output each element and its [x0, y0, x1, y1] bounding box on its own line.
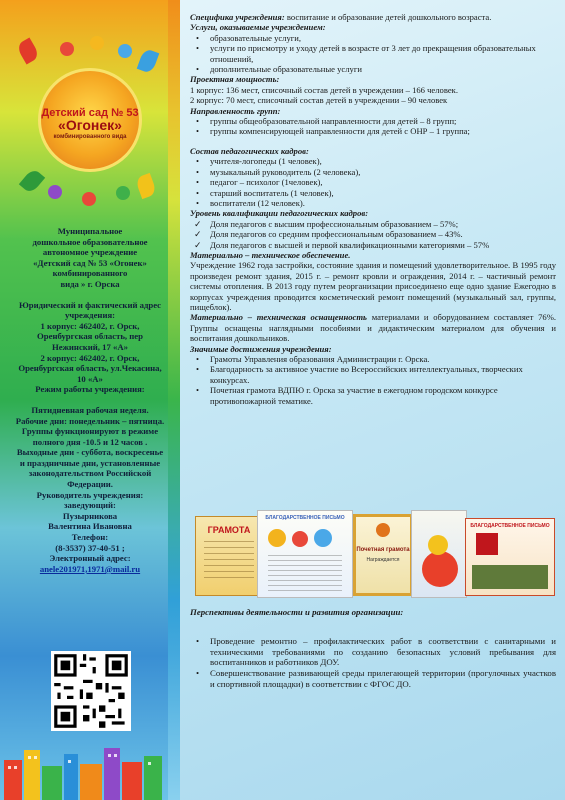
qr-code[interactable] — [51, 651, 131, 731]
email-title: Электронный адрес: — [49, 553, 131, 564]
services-list — [190, 33, 556, 75]
list-item: ✓ Доля педагогов с высшей и первой квалификационными категориями – 57% — [190, 240, 556, 250]
child-figure-icon — [116, 186, 130, 200]
list-item: • образовательные услуги, — [190, 33, 556, 43]
head-line: заведующий: — [64, 500, 116, 511]
groups-list — [190, 116, 556, 137]
list-item: • старший воспитатель (1 человек), — [190, 188, 556, 198]
list-item: ✓ Доля педагогов со средним профессиональным образованием – 43%. — [190, 229, 556, 239]
list-item: • группы общеобразовательной направленности для детей – 8 групп; — [190, 116, 556, 126]
org-line: вида » г. Орска — [60, 278, 120, 289]
org-line: автономное учреждение — [42, 247, 138, 258]
certificate-title: БЛАГОДАРСТВЕННОЕ ПИСЬМО — [470, 523, 550, 529]
head-line: Пузырникова — [62, 510, 118, 521]
contact-info — [14, 226, 166, 574]
child-figure-icon — [48, 185, 62, 199]
achievements-heading: Значимые достижения учреждения: — [190, 343, 332, 354]
certificate-image — [465, 518, 555, 596]
list-item: • дополнительные образовательные услуги — [190, 64, 556, 74]
capacity-heading: Проектная мощность: — [190, 74, 280, 85]
head-line: Валентина Ивановна — [48, 521, 132, 532]
specifics — [190, 12, 556, 22]
city-skyline-illustration — [0, 740, 180, 800]
specifics-text: воспитание и образование детей дошкольного возраста. — [284, 12, 492, 22]
certificate-title: БЛАГОДАРСТВЕННОЕ ПИСЬМО — [265, 515, 345, 521]
staff-list — [190, 156, 556, 208]
perspectives-list — [190, 636, 556, 690]
qualification-heading: Уровень квалификации педагогических кадров: — [190, 208, 369, 219]
list-item: • музыкальный руководитель (2 человека), — [190, 167, 556, 177]
list-item: • услуги по присмотру и уходу детей в возрасте от 3 лет до прекращения образовательных отношений, — [190, 43, 556, 64]
perspectives-section — [190, 607, 556, 690]
equipment-heading: Материально – техническая оснащенность — [190, 312, 367, 323]
leaf-decoration — [16, 37, 41, 64]
child-figure-icon — [90, 36, 104, 50]
groups-heading: Направленность групп: — [190, 105, 281, 116]
org-line: Муниципальное — [57, 226, 123, 236]
services-heading: Услуги, оказываемые учреждением: — [190, 22, 326, 33]
certificate-image — [195, 516, 263, 596]
work-mode-line: Пятидневная рабочая неделя. — [31, 404, 149, 415]
work-mode-line: Выходные дни - суббота, воскресенье и праздничные дни, установленные законодательством Российской Федерации. — [16, 447, 164, 490]
list-item: • педагог – психолог (1человек), — [190, 177, 556, 187]
logo-name: «Огонек» — [58, 117, 122, 133]
certificate-title: ГРАМОТА — [207, 525, 251, 535]
certificate-subtitle: Награждается — [366, 557, 400, 563]
list-item: • воспитатели (12 человек). — [190, 198, 556, 208]
list-item: • Проведение ремонтно – профилактических работ в соответствии с санитарными и техническими требованиями по созданию безопасных условий пребывания для воспитанников и работников ДОУ. — [190, 636, 556, 668]
specifics-heading: Специфика учреждения: — [190, 12, 285, 22]
address-title: Юридический и фактический адрес учреждения: — [18, 299, 162, 321]
list-item: • Грамоты Управления образования Администрации г. Орска. — [190, 354, 556, 364]
list-item: • группы компенсирующей направленности для детей с ОНР – 1 группа; — [190, 126, 556, 136]
certificate-image — [353, 514, 413, 596]
head-line: Руководитель учреждения: — [36, 489, 144, 500]
logo-subtitle: комбинированного вида — [53, 134, 127, 140]
list-item: • Совершенствование развивающей среды прилегающей территории (прогулочных участков и спортивной площадки) в соответствии с ФГОС ДО. — [190, 668, 556, 690]
leaf-decoration — [137, 48, 160, 74]
email-link[interactable]: anele201971,1971@mail.ru — [39, 563, 141, 574]
phone-number: (8-3537) 37-40-51 ; — [55, 542, 125, 553]
perspectives-heading: Перспективы деятельности и развития организации: — [190, 607, 404, 617]
list-item: • Благодарность за активное участие во Всероссийских интеллектуальных, творческих конкурсах. — [190, 364, 556, 385]
child-figure-icon — [118, 44, 132, 58]
phone-title: Телефон: — [71, 532, 109, 543]
org-line: дошкольное образовательное — [32, 236, 148, 247]
org-line: «Детский сад № 53 «Огонек» — [33, 257, 147, 268]
logo-ring-text: Детский сад № 53 — [41, 107, 139, 119]
list-item: ✓ Доля педагогов с высшим профессиональным образованием – 57%; — [190, 219, 556, 229]
certificates-gallery — [193, 510, 557, 600]
certificate-image — [411, 510, 467, 598]
staff-heading: Состав педагогических кадров: — [190, 145, 309, 156]
material-heading: Материально – техническое обеспечение. — [190, 249, 351, 260]
address-1: 1 корпус: 462402, г. Орск, Оренбургская область, пер Нежинский, 17 «А» — [37, 320, 143, 352]
material-text: Учреждение 1962 года застройки, состояние здания и помещений удовлетворительное. В 1995 году произведен ремонт здания, 2015 г. – ремонт кровли и ограждения, 2014 г. – частичный ремонт системы отопления. В 2013 году путем реорганизации присоединено еще одно здание Ежегодно в корпусах учреждения проводится косметический ремонт помещений (музыкальный зал, группы, пищеблок). — [190, 260, 556, 312]
leaf-decoration — [135, 173, 158, 199]
capacity-line: 1 корпус: 136 мест, списочный состав детей в учреждении – 166 человек. — [190, 84, 458, 95]
child-figure-icon — [82, 192, 96, 206]
child-figure-icon — [60, 42, 74, 56]
equipment-text: материалами и оборудованием составляет 76%. Группы оснащены наглядными пособиями и дидактическим материалом для обучения и воспитания дошкольников. — [190, 312, 557, 344]
left-banner — [0, 0, 180, 800]
work-mode-line: Рабочие дни: понедельник – пятница. — [15, 415, 165, 426]
work-mode-title: Режим работы учреждения: — [35, 384, 145, 395]
kindergarten-logo — [38, 68, 142, 172]
list-item: • Почетная грамота ВДПЮ г. Орска за участие в ежегодном городском конкурсе противопожарной тематике. — [190, 385, 556, 406]
achievements-list — [190, 354, 556, 406]
certificate-image — [257, 510, 353, 598]
address-2: 2 корпус: 462402, г. Орск, Оренбургская область, ул.Чекасина, 10 «А» — [18, 352, 162, 384]
equipment — [190, 312, 556, 343]
qualification-list — [190, 219, 556, 250]
certificate-title: Почетная грамота — [356, 547, 410, 553]
list-item: • учителя-логопеды (1 человек), — [190, 156, 556, 166]
leaf-decoration — [19, 167, 45, 194]
org-line: комбинированного — [52, 268, 128, 279]
work-mode-line: Группы функционируют в режиме полного дня -10.5 и 12 часов . — [21, 426, 159, 447]
main-content — [190, 12, 556, 406]
capacity-line: 2 корпус: 70 мест, списочный состав детей в учреждении – 90 человек — [190, 95, 448, 106]
